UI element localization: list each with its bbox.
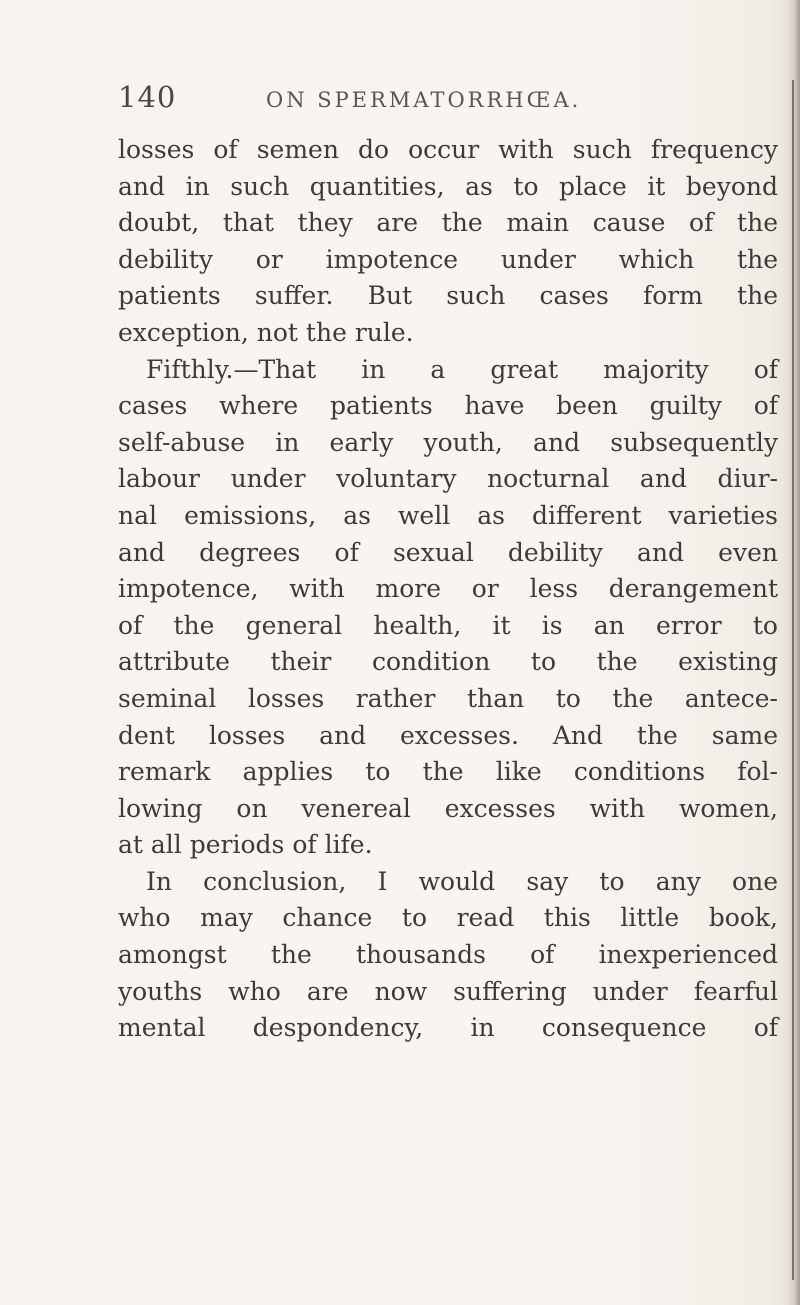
- text-line: attribute their condition to the existing: [118, 647, 778, 677]
- body-text: [118, 132, 778, 1047]
- text-line: and degrees of sexual debility and even: [118, 537, 778, 567]
- text-line: doubt, that they are the main cause of the: [118, 208, 778, 238]
- text-line: patients suffer. But such cases form the: [118, 281, 778, 311]
- text-line: of the general health, it is an error to: [118, 610, 778, 640]
- text-line: amongst the thousands of inexperienced: [118, 940, 778, 970]
- text-line: nal emissions, as well as different varieties: [118, 500, 778, 530]
- text-line: Fifthly.—That in a great majority of: [146, 354, 778, 384]
- text-line: and in such quantities, as to place it beyond: [118, 171, 778, 201]
- text-line: exception, not the rule.: [118, 317, 414, 347]
- text-line: self-abuse in early youth, and subsequently: [118, 427, 778, 457]
- page-edge-line: [792, 80, 794, 1280]
- text-line: dent losses and excesses. And the same: [118, 720, 778, 750]
- text-line: at all periods of life.: [118, 830, 373, 860]
- text-line: impotence, with more or less derangement: [118, 574, 778, 604]
- text-line: remark applies to the like conditions fol-: [118, 757, 778, 787]
- text-line: who may chance to read this little book,: [118, 903, 778, 933]
- text-line: debility or impotence under which the: [118, 244, 778, 274]
- text-line: lowing on venereal excesses with women,: [118, 793, 778, 823]
- running-title: ON SPERMATORRHŒA.: [266, 88, 582, 112]
- text-line: In conclusion, I would say to any one: [146, 866, 778, 896]
- text-line: losses of semen do occur with such frequency: [118, 135, 778, 164]
- text-line: mental despondency, in consequence of: [118, 1013, 778, 1043]
- page-number: 140: [118, 80, 177, 114]
- text-line: labour under voluntary nocturnal and diur-: [118, 464, 778, 494]
- text-line: seminal losses rather than to the antece-: [118, 683, 778, 713]
- text-line: youths who are now suffering under fearful: [118, 976, 778, 1006]
- text-line: cases where patients have been guilty of: [118, 391, 778, 421]
- page-header: [118, 80, 758, 120]
